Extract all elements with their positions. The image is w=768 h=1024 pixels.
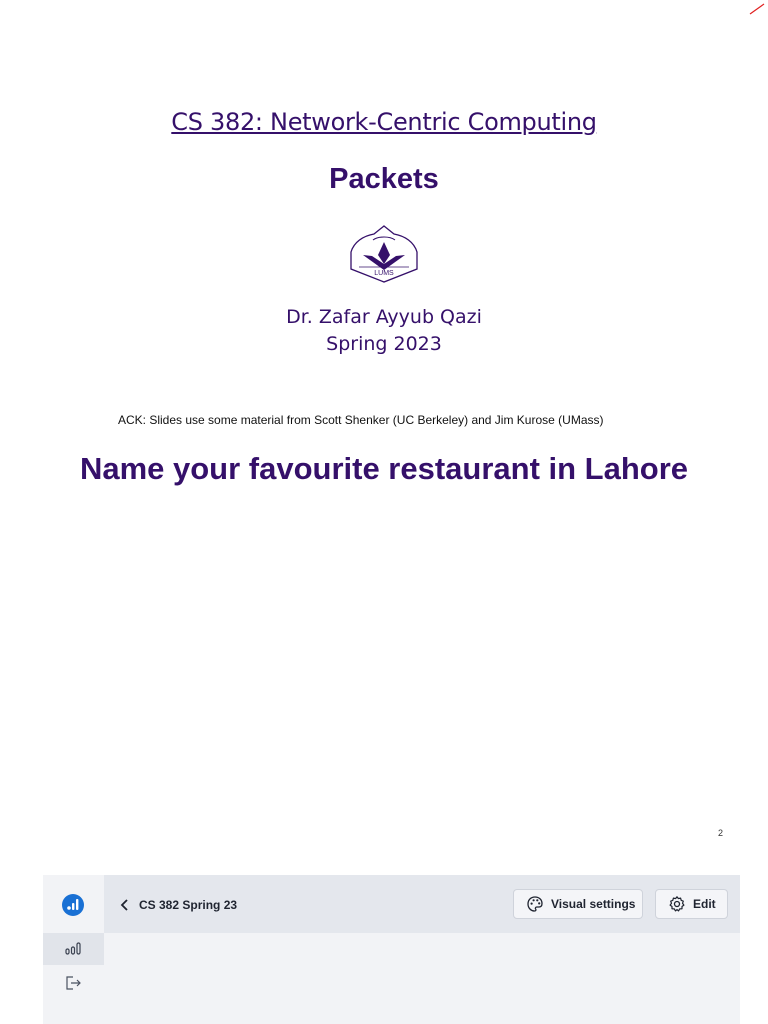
gear-icon: [668, 895, 686, 913]
course-title-link[interactable]: CS 382: Network-Centric Computing: [171, 108, 597, 136]
sidebar-item-results[interactable]: [43, 933, 104, 965]
results-panel: [104, 933, 740, 1024]
exit-icon[interactable]: [64, 974, 82, 992]
lums-logo: [347, 224, 421, 284]
acknowledgement: ACK: Slides use some material from Scott Shenker (UC Berkeley) and Jim Kurose (UMass): [118, 413, 604, 427]
mentimeter-logo-icon[interactable]: [62, 894, 84, 916]
top-bar: [104, 875, 740, 933]
presentation-name: CS 382 Spring 23: [139, 898, 238, 912]
edit-button[interactable]: [655, 889, 728, 919]
poll-question: Name your favourite restaurant in Lahore: [79, 451, 689, 486]
visual-settings-label: Visual settings: [551, 897, 636, 911]
deck-title: Packets: [329, 163, 439, 195]
back-link[interactable]: [118, 895, 237, 915]
logo-text: LUMS: [374, 270, 394, 277]
bar-chart-icon: [64, 939, 82, 957]
term: Spring 2023: [326, 333, 442, 355]
chevron-left-icon: [118, 898, 132, 912]
edit-label: Edit: [693, 897, 716, 911]
author-name: Dr. Zafar Ayyub Qazi: [286, 306, 482, 328]
sidebar: [43, 875, 104, 1024]
slide-number: 2: [718, 828, 724, 838]
palette-icon: [526, 895, 544, 913]
pen-annotation-mark: [748, 2, 766, 16]
visual-settings-button[interactable]: [513, 889, 643, 919]
presenter-app: [43, 875, 740, 1024]
